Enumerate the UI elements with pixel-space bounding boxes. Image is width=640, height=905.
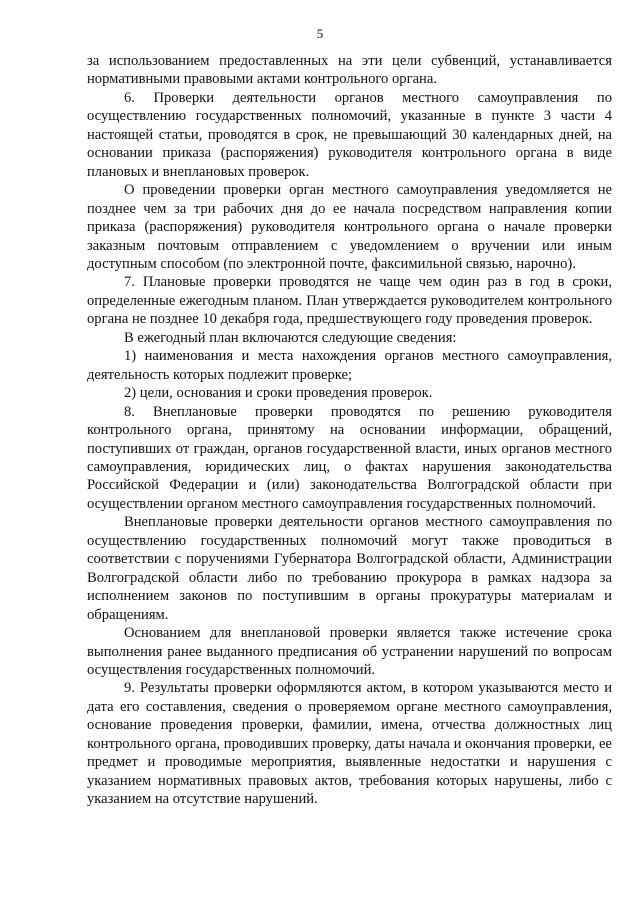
paragraph-continuation: за использованием предоставленных на эти цели субвенций, устанавливается нормативными правовыми актами контрольного органа. [87,53,612,88]
paragraph-notification: О проведении проверки орган местного самоуправления уведомляется не позднее чем за три рабочих дня до ее начала посредством направления копии приказа (распоряжения) руководителя контрольного органа о начале проверки заказным почтовым отправлением с уведомлением о вручении или иным доступным способом (по электронной почте, факсимильной связью, нарочно). [87,182,612,272]
paragraph-plan-contents: В ежегодный план включаются следующие сведения: [124,329,457,346]
paragraph-plan-item-2: 2) цели, основания и сроки проведения проверок. [124,385,433,402]
paragraph-item-6: 6. Проверки деятельности органов местного самоуправления по осуществлению государственных полномочий, указанные в пункте 3 части 4 настоящей статьи, проводятся в срок, не превышающий 30 календарных дней, на основании приказа (распоряжения) руководителя контрольного органа в виде плановых и внеплановых проверок. [87,89,612,180]
paragraph-item-8: 8. Внеплановые проверки проводятся по решению руководителя контрольного органа, принятому на основании информации, обращений, поступивших от граждан, органов государственной власти, иных органов местного самоуправления, юридических лиц, о фактах нарушения законодательства Российской Федерации и (или) законодательства Волгоградской области при осуществлении органом местного самоуправления государственных полномочий. [87,403,612,512]
paragraph-unscheduled-checks: Внеплановые проверки деятельности органов местного самоуправления по осуществлению государственных полномочий могут также проводиться в соответствии с поручениями Губернатора Волгоградской области, Администрации Волгоградской области либо по требованию прокурора в рамках надзора за исполнением законов по поступившим в органы прокуратуры материалам и обращениям. [87,514,612,623]
paragraph-item-9: 9. Результаты проверки оформляются актом, в котором указываются место и дата его составления, сведения о проверяемом органе местного самоуправления, основание проведения проверки, фамилии, имена, отчества должностных лиц контрольного органа, проводивших проверку, даты начала и окончания проверки, ее предмет и проводимые мероприятия, выявленные недостатки и нарушения с указанием нормативных правовых актов, требования которых нарушены, либо с указанием на отсутствие нарушений. [87,680,612,808]
document-body [87,52,612,809]
paragraph-plan-item-1: 1) наименования и места нахождения органов местного самоуправления, деятельность которых подлежит проверке; [87,348,612,383]
page-number: 5 [316,26,324,41]
paragraph-item-7: 7. Плановые проверки проводятся не чаще чем один раз в год в сроки, определенные ежегодным планом. План утверждается руководителем контрольного органа не позднее 10 декабря года, предшествующего году проведения проверок. [87,274,612,328]
paragraph-unscheduled-basis: Основанием для внеплановой проверки является также истечение срока выполнения ранее выданного предписания об устранении нарушений по вопросам осуществления государственных полномочий. [87,625,612,678]
